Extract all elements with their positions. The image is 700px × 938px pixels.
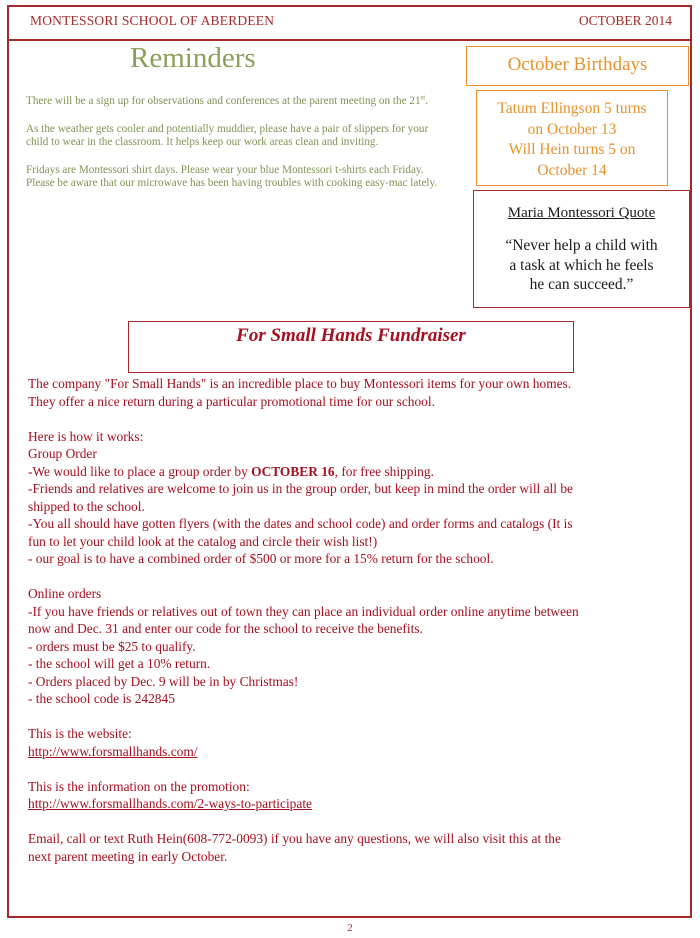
quote-box <box>473 190 690 308</box>
reminder-paragraph: As the weather gets cooler and potentially muddier, please have a pair of slippers for your child to wear in the classroom. It helps keep our work areas clean and inviting. <box>26 122 429 148</box>
birthday-line: Will Hein turns 5 on <box>508 141 636 158</box>
fundraiser-body: The company "For Small Hands" is an incredible place to buy Montessori items for your own homes. They offer a nice return during a particular promotional time for our school. Here is how it works: Group Order -We would like to place a group order by OCTOBER 16, for free shipping. -Friends and relatives are welcome to join us in the group order, but keep in mind the order will all be shipped to the school. -You all should have gotten flyers (with the dates and school code) and order forms and catalogs (It is fun to let your child look at the catalog and circle their wish list!) - our goal is to have a combined order of $500 or more for a 15% return for the school. Online orders -If you have friends or relatives out of town they can place an individual order online anytime between now and Dec. 31 and enter our code for the school to receive the benefits. - orders must be $25 to qualify. - the school will get a 10% return. - Orders placed by Dec. 9 will be in by Christmas! - the school code is 242845 This is the website: http://www.forsmallhands.com/ This is the information on the promotion: http://www.forsmallhands.com/2-ways-to-participate Email, call or text Ruth Hein(608-772-0093) if you have any questions, we will also visit this at the next parent meeting in early October. <box>28 375 688 865</box>
quote-text: “Never help a child with a task at which he feels he can succeed.” <box>505 237 658 293</box>
school-name: MONTESSORI SCHOOL OF ABERDEEN <box>30 13 275 28</box>
reminder-paragraph: There will be a sign up for observations and conferences at the parent meeting on the 21st. <box>26 93 429 107</box>
group-order-heading: Group Order <box>28 446 97 461</box>
promotion-link[interactable]: http://www.forsmallhands.com/2-ways-to-participate <box>28 796 312 811</box>
reminders-section <box>26 95 451 205</box>
issue-date: OCTOBER 2014 <box>578 13 672 28</box>
birthday-line: on October 13 <box>527 120 617 138</box>
website-link[interactable]: http://www.forsmallhands.com/ <box>28 743 198 759</box>
birthday-line: October 14 <box>537 161 607 179</box>
fundraiser-title: For Small Hands Fundraiser <box>236 325 466 346</box>
birthday-line: Tatum Ellingson 5 turns <box>497 100 647 117</box>
reminder-paragraph: Fridays are Montessori shirt days. Please wear your blue Montessori t-shirts each Friday. Please be aware that our microwave has been having troubles with cooking easy-mac lately. <box>26 163 438 189</box>
quote-title: Maria Montessori Quote <box>507 205 656 221</box>
birthdays-box <box>476 90 668 186</box>
header-divider <box>7 39 692 41</box>
birthdays-title: October Birthdays <box>466 46 689 86</box>
page-number: 2 <box>347 922 353 934</box>
deadline: OCTOBER 16 <box>251 463 335 479</box>
online-orders-heading: Online orders <box>28 586 102 601</box>
reminders-title: Reminders <box>130 42 256 74</box>
fundraiser-title-box <box>128 321 574 373</box>
